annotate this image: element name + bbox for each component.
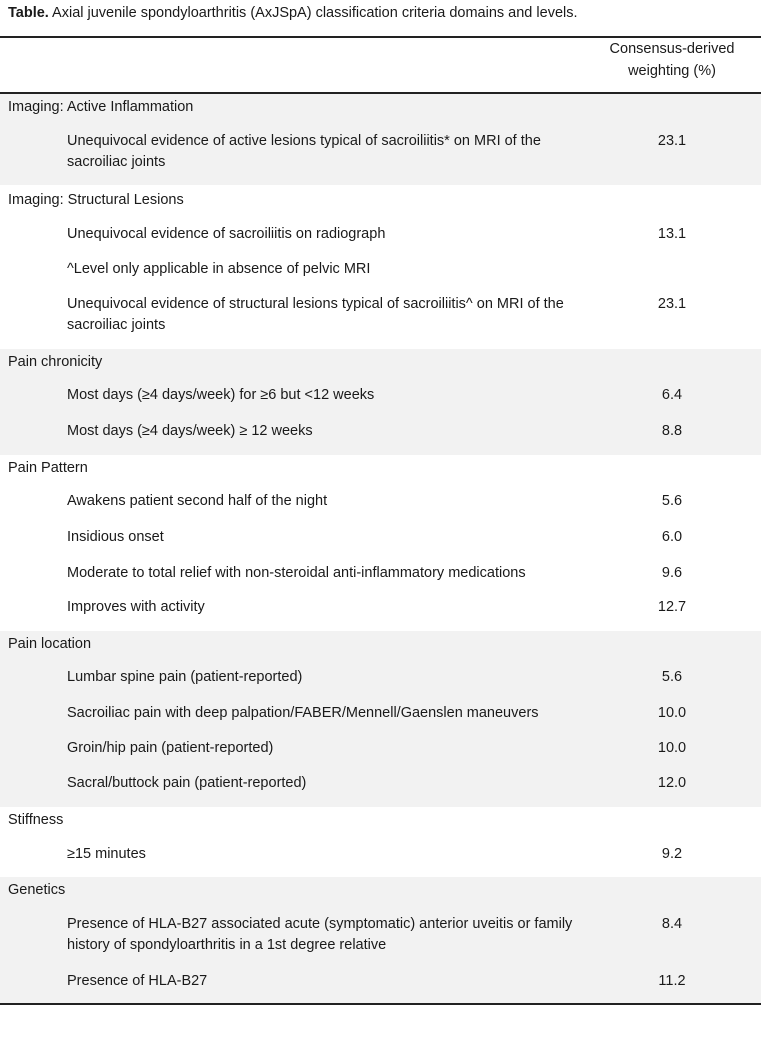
criterion-weight: 10.0 [657,705,687,721]
criterion-weight: 5.6 [661,669,683,685]
weighting-header-line2: weighting (%) [628,63,716,79]
criterion-label: Improves with activity [67,599,205,615]
criterion-label: Unequivocal evidence of active lesions typical of sacroiliitis* on MRI of the sacroiliac joints [67,133,541,170]
criterion-weight: 12.7 [657,599,687,615]
section-title: Pain location [8,636,92,652]
criterion-label: ≥15 minutes [67,846,146,862]
section-title: Pain chronicity [8,354,103,370]
section-title: Imaging: Active Inflammation [8,99,194,115]
criterion-label: Sacroiliac pain with deep palpation/FABER/Mennell/Gaenslen maneuvers [67,705,539,721]
weighting-column-header [590,38,754,82]
criterion-weight: 8.8 [661,423,683,439]
section-pain-pattern [0,455,761,631]
section-imaging-active [0,94,761,185]
criterion-weight: 11.2 [658,973,686,989]
criterion-weight: 10.0 [657,740,687,756]
criterion-label: Presence of HLA-B27 associated acute (symptomatic) anterior uveitis or family history of spondyloarthritis in a 1st degree relative [67,916,573,953]
table-header [0,38,761,92]
criterion-weight: 8.4 [661,916,683,932]
weighting-header-line1: Consensus-derived [609,41,735,57]
criterion-weight: 5.6 [661,493,683,509]
section-title: Pain Pattern [8,460,88,476]
criterion-weight: 12.0 [657,775,687,791]
criterion-label: Unequivocal evidence of sacroiliitis on radiograph [67,226,386,242]
caption-prefix: Table. [8,5,49,21]
bottom-rule [0,1003,761,1005]
criterion-label: Lumbar spine pain (patient-reported) [67,669,303,685]
section-stiffness [0,807,761,877]
criterion-weight: 9.2 [661,846,683,862]
criterion-label: Moderate to total relief with non-steroidal anti-inflammatory medications [67,565,526,581]
criterion-label: Presence of HLA-B27 [67,973,208,989]
criterion-label: Unequivocal evidence of structural lesions typical of sacroiliitis^ on MRI of the sacroiliac joints [67,296,564,333]
caption-text: Axial juvenile spondyloarthritis (AxJSpA) classification criteria domains and levels. [48,5,578,21]
section-title: Imaging: Structural Lesions [8,192,184,208]
criterion-weight: 9.6 [661,565,683,581]
criterion-weight: 23.1 [657,133,687,149]
criterion-weight: 23.1 [657,296,687,312]
criterion-label: Insidious onset [67,529,164,545]
table-caption [8,4,578,22]
criterion-label: Most days (≥4 days/week) ≥ 12 weeks [67,423,313,439]
section-pain-location [0,631,761,807]
criterion-label: Sacral/buttock pain (patient-reported) [67,775,307,791]
section-pain-chronicity [0,349,761,455]
section-title: Genetics [8,882,66,898]
criterion-label: Most days (≥4 days/week) for ≥6 but <12 weeks [67,387,375,403]
section-imaging-structural [0,185,761,349]
section-genetics [0,877,761,1003]
criterion-note: ^Level only applicable in absence of pelvic MRI [67,261,371,277]
criterion-weight: 13.1 [657,226,687,242]
section-title: Stiffness [8,812,64,828]
criterion-weight: 6.0 [661,529,683,545]
criterion-label: Awakens patient second half of the night [67,493,328,509]
criterion-weight: 6.4 [661,387,683,403]
criterion-label: Groin/hip pain (patient-reported) [67,740,274,756]
